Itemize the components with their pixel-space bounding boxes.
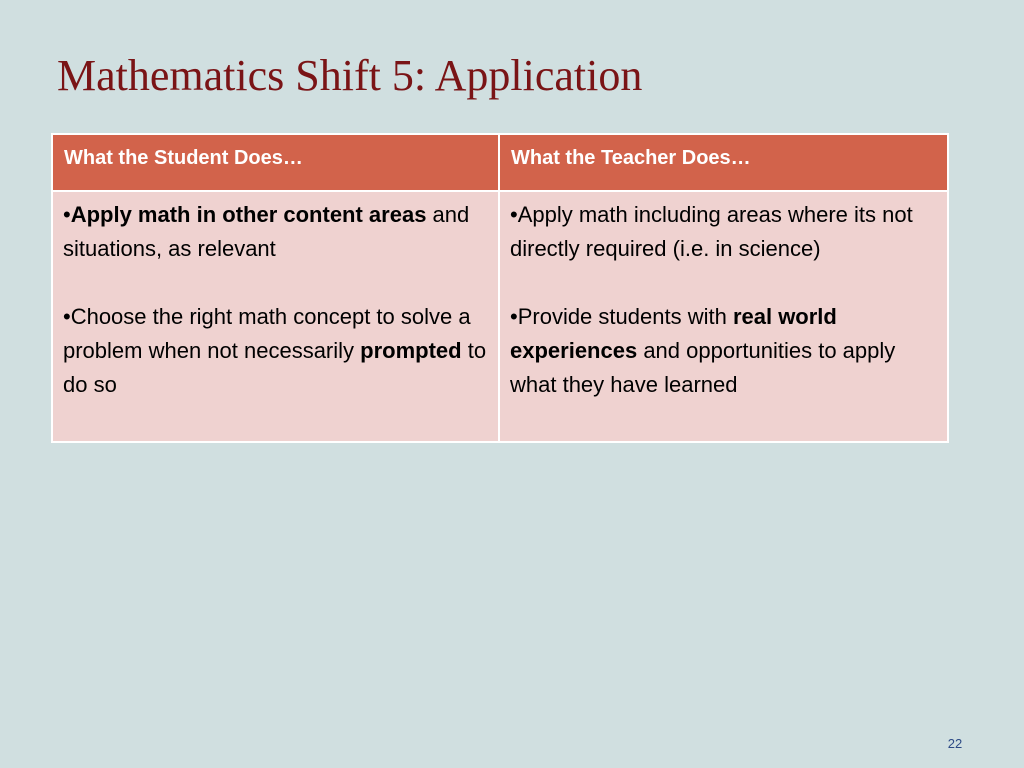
- bold-text: Apply math in other content areas: [70, 202, 427, 227]
- table-row: [52, 191, 948, 442]
- header-student: What the Student Does…: [52, 134, 499, 191]
- bullet-mark: •: [510, 304, 518, 329]
- bold-text: prompted: [360, 338, 462, 363]
- bullet-mark: •: [63, 202, 71, 227]
- student-cell: [52, 191, 499, 442]
- shift-table: [51, 133, 949, 443]
- bullet-text: Apply math including areas where its not directly required (i.e. in science): [510, 202, 913, 261]
- bullet-spacer: [63, 266, 490, 300]
- teacher-cell: [499, 191, 948, 442]
- bullet-mark: •: [510, 202, 518, 227]
- header-teacher: What the Teacher Does…: [499, 134, 948, 191]
- page-number: 22: [947, 736, 963, 751]
- teacher-bullet-1: [510, 198, 939, 266]
- bullet-text: and opportunities to apply what they have learned: [510, 338, 896, 397]
- bullet-text: Provide students with: [517, 304, 733, 329]
- slide-title: Mathematics Shift 5: Application: [57, 51, 643, 100]
- student-bullet-2: [63, 300, 490, 402]
- student-bullet-1: [63, 198, 490, 266]
- bullet-mark: •: [63, 304, 71, 329]
- bullet-spacer: [510, 266, 939, 300]
- teacher-bullet-2: [510, 300, 939, 402]
- bold-text: real world experiences: [510, 304, 837, 363]
- bullet-text: and situations, as relevant: [63, 202, 470, 261]
- bullet-text: to do so: [63, 338, 487, 397]
- table-header-row: [52, 134, 948, 191]
- bullet-text: Choose the right math concept to solve a problem when not necessarily: [63, 304, 471, 363]
